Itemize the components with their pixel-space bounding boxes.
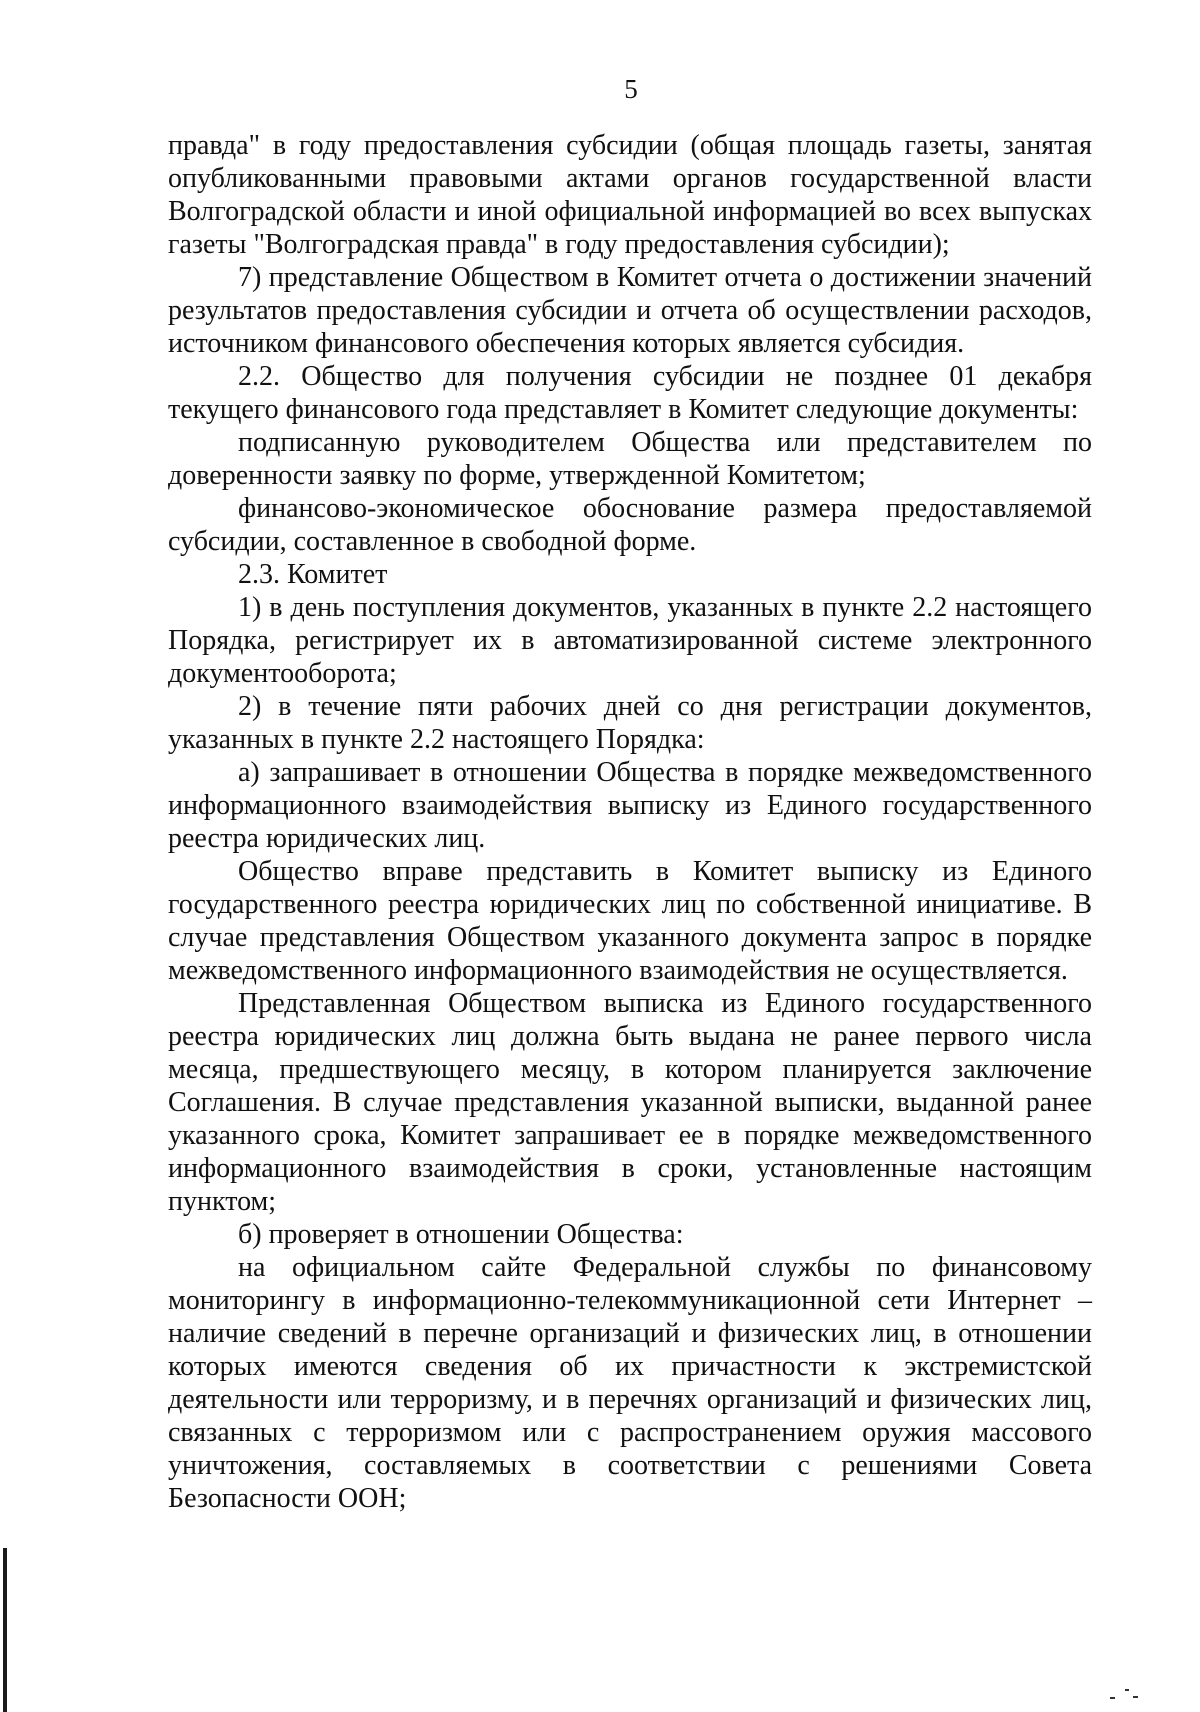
paragraph-own-initiative: Общество вправе представить в Комитет выписку из Единого государственного реестра юридических лиц по собственной инициативе. В случае представления Обществом указанного документа запрос в порядке межведомственного информационного взаимодействия не осуществляется. <box>168 856 1092 986</box>
paragraph-application: подписанную руководителем Общества или представителем по доверенности заявку по форме, утвержденной Комитетом; <box>168 427 1092 491</box>
paragraph-item-7: 7) представление Обществом в Комитет отчета о достижении значений результатов предоставления субсидии и отчета об осуществлении расходов, источником финансового обеспечения которых является субсидия. <box>168 262 1092 359</box>
scan-mark <box>1125 1689 1129 1691</box>
paragraph-extract-date: Представленная Обществом выписка из Единого государственного реестра юридических лиц должна быть выдана не ранее первого числа месяца, предшествующего месяцу, в котором планируется заключение Соглашения. В случае представления указанной выписки, выданной ранее указанного срока, Комитет запрашивает ее в порядке межведомственного информационного взаимодействия в сроки, установленные настоящим пунктом; <box>168 988 1092 1217</box>
paragraph-subitem-a: а) запрашивает в отношении Общества в порядке межведомственного информационного взаимодействия выписку из Единого государственного реестра юридических лиц. <box>168 757 1092 854</box>
scan-margin-bar <box>3 1548 7 1712</box>
document-body <box>168 129 1092 1515</box>
page-number: 5 <box>624 74 638 104</box>
paragraph-2-3-item-1: 1) в день поступления документов, указанных в пункте 2.2 настоящего Порядка, регистрирует их в автоматизированной системе электронного документооборота; <box>168 592 1092 689</box>
paragraph-2-3-item-2: 2) в течение пяти рабочих дней со дня регистрации документов, указанных в пункте 2.2 настоящего Порядка: <box>168 691 1092 755</box>
paragraph-justification: финансово-экономическое обоснование размера предоставляемой субсидии, составленное в свободной форме. <box>168 493 1092 557</box>
scan-mark <box>1133 1696 1138 1698</box>
paragraph-subitem-b: б) проверяет в отношении Общества: <box>238 1219 684 1250</box>
paragraph-2-3: 2.3. Комитет <box>238 559 388 590</box>
paragraph-continuation: правда" в году предоставления субсидии (общая площадь газеты, занятая опубликованными правовыми актами органов государственной власти Волгоградской области и иной официальной информацией во всех выпусках газеты "Волгоградская правда" в году предоставления субсидии); <box>168 130 1092 260</box>
paragraph-fin-monitoring: на официальном сайте Федеральной службы по финансовому мониторингу в информационно-телекоммуникационной сети Интернет – наличие сведений в перечне организаций и физических лиц, в отношении которых имеются сведения об их причастности к экстремистской деятельности или терроризму, и в перечнях организаций и физических лиц, связанных с терроризмом или с распространением оружия массового уничтожения, составляемых в соответствии с решениями Совета Безопасности ООН; <box>168 1252 1092 1514</box>
scan-mark <box>1110 1697 1115 1699</box>
paragraph-2-2: 2.2. Общество для получения субсидии не позднее 01 декабря текущего финансового года представляет в Комитет следующие документы: <box>168 361 1092 425</box>
